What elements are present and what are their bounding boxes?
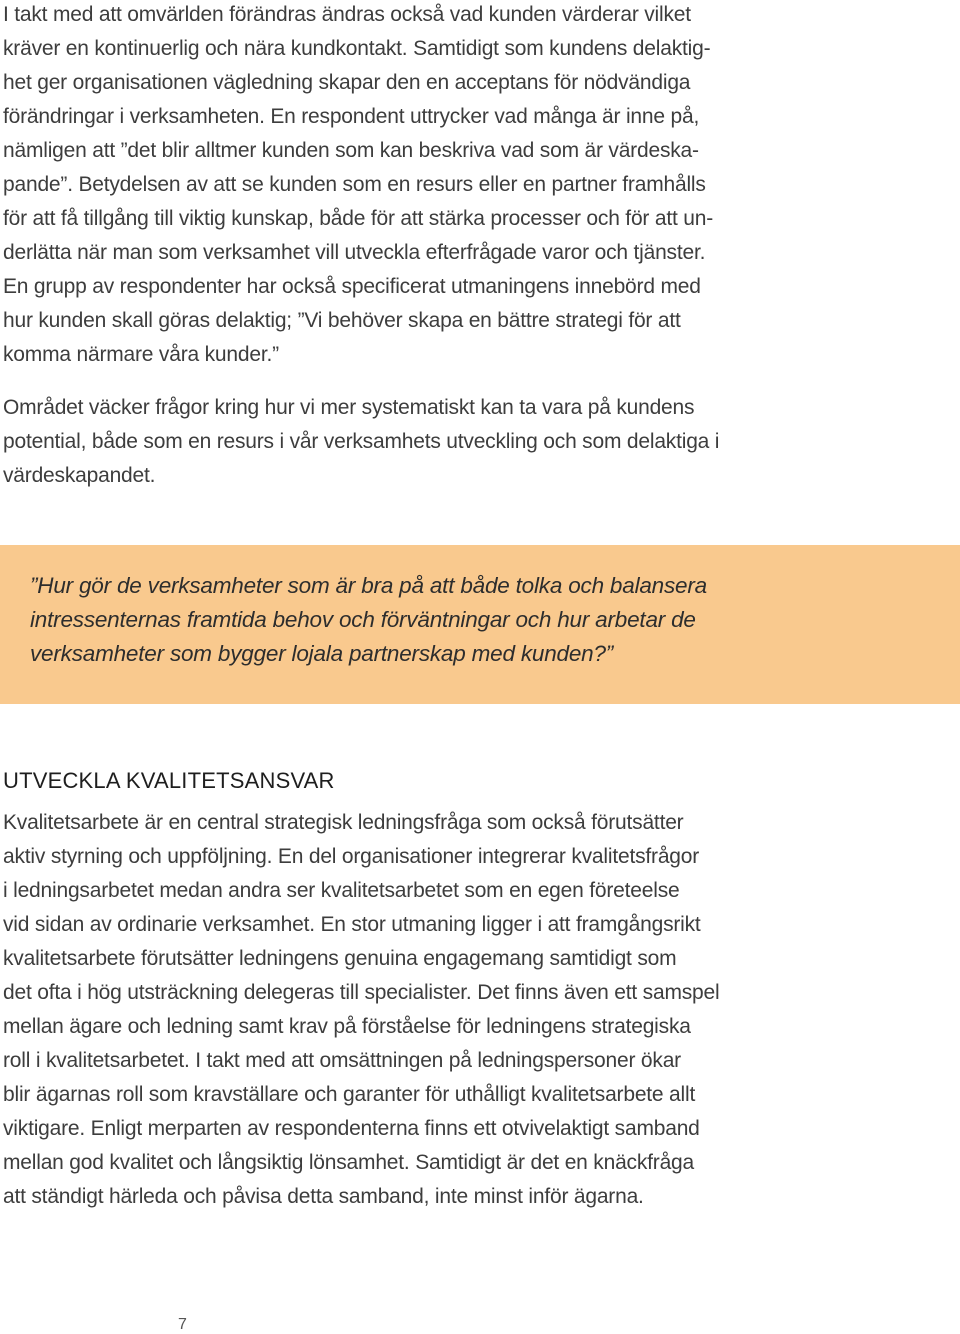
- body-paragraph-1: [3, 0, 713, 372]
- body-paragraph-3: [3, 806, 719, 1214]
- callout-line: verksamheter som bygger lojala partnerskap med kunden?”: [30, 641, 614, 666]
- text-line: hur kunden skall göras delaktig; ”Vi behöver skapa en bättre strategi för att: [3, 309, 681, 332]
- text-line: komma närmare våra kunder.”: [3, 343, 279, 366]
- text-line: En grupp av respondenter har också specificerat utmaningens innebörd med: [3, 275, 701, 298]
- text-line: blir ägarnas roll som kravställare och garanter för uthålligt kvalitetsarbete allt: [3, 1083, 696, 1106]
- page-number: 7: [178, 1316, 187, 1333]
- text-line: het ger organisationen vägledning skapar den en acceptans för nödvändiga: [3, 71, 691, 94]
- text-line: mellan ägare och ledning samt krav på förståelse för ledningens strategiska: [3, 1015, 691, 1038]
- text-line: nämligen att ”det blir alltmer kunden som kan beskriva vad som är värdeska-: [3, 139, 699, 162]
- text-line: mellan god kvalitet och långsiktig lönsamhet. Samtidigt är det en knäckfråga: [3, 1151, 695, 1174]
- text-line: pande”. Betydelsen av att se kunden som en resurs eller en partner framhålls: [3, 173, 706, 196]
- text-line: roll i kvalitetsarbetet. I takt med att omsättningen på ledningspersoner ökar: [3, 1049, 681, 1072]
- text-line: Kvalitetsarbete är en central strategisk ledningsfråga som också förutsätter: [3, 811, 684, 834]
- text-line: för att få tillgång till viktig kunskap, både för att stärka processer och för att un-: [3, 207, 713, 230]
- text-line: potential, både som en resurs i vår verksamhets utveckling och som delaktiga i: [3, 430, 720, 453]
- section-heading: UTVECKLA KVALITETSANSVAR: [3, 768, 335, 793]
- text-line: viktigare. Enligt merparten av respondenterna finns ett otvivelaktigt samband: [3, 1117, 700, 1140]
- body-paragraph-2: [3, 391, 719, 493]
- text-line: kräver en kontinuerlig och nära kundkontakt. Samtidigt som kundens delaktig-: [3, 37, 711, 60]
- text-line: I takt med att omvärlden förändras ändras också vad kunden värderar vilket: [3, 3, 691, 26]
- callout-quote: [30, 569, 707, 671]
- quote-callout-box: [0, 545, 960, 704]
- text-line: värdeskapandet.: [3, 464, 156, 487]
- text-line: vid sidan av ordinarie verksamhet. En stor utmaning ligger i att framgångsrikt: [3, 913, 701, 936]
- text-line: derlätta när man som verksamhet vill utveckla efterfrågade varor och tjänster.: [3, 241, 706, 264]
- text-line: att ständigt härleda och påvisa detta samband, inte minst inför ägarna.: [3, 1185, 644, 1208]
- text-line: Området väcker frågor kring hur vi mer systematiskt kan ta vara på kundens: [3, 396, 695, 419]
- text-line: i ledningsarbetet medan andra ser kvalitetsarbetet som en egen företeelse: [3, 879, 680, 902]
- text-line: det ofta i hög utsträckning delegeras till specialister. Det finns även ett samspel: [3, 981, 720, 1004]
- text-line: förändringar i verksamheten. En respondent uttrycker vad många är inne på,: [3, 105, 700, 128]
- text-line: aktiv styrning och uppföljning. En del organisationer integrerar kvalitetsfrågor: [3, 845, 700, 868]
- callout-line: intressenternas framtida behov och förväntningar och hur arbetar de: [30, 607, 696, 632]
- text-line: kvalitetsarbete förutsätter ledningens genuina engagemang samtidigt som: [3, 947, 677, 970]
- callout-line: ”Hur gör de verksamheter som är bra på att både tolka och balansera: [30, 573, 707, 598]
